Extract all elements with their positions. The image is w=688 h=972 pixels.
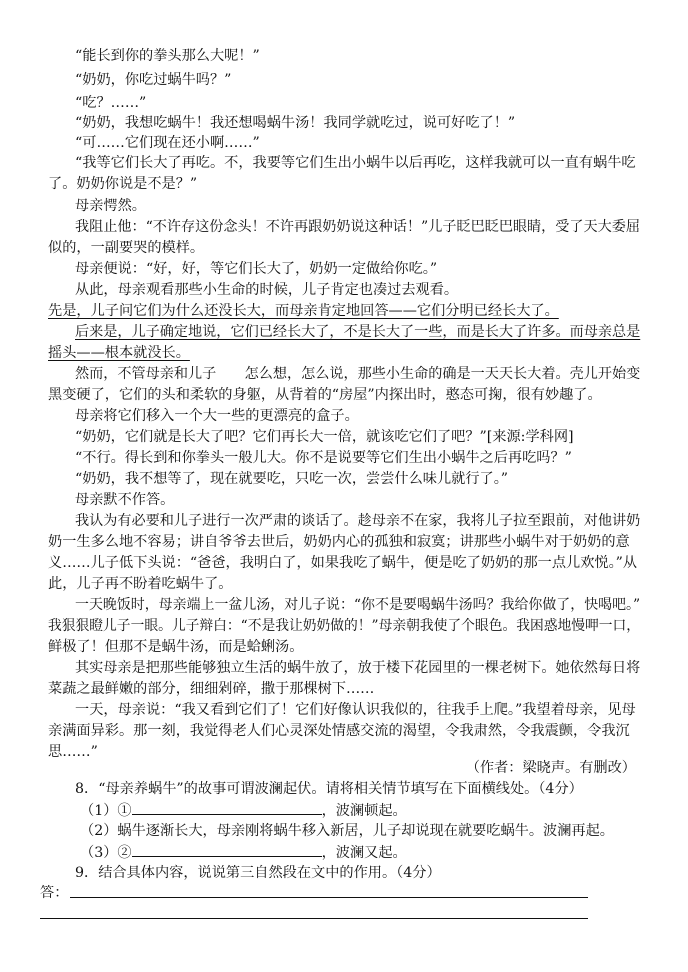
- author-credit: （作者：梁晓声。有删改）: [465, 760, 636, 776]
- story-line: “我等它们长大了再吃。不，我要等它们生出小蜗牛以后再吃，这样我就可以一直有蜗牛吃: [75, 155, 636, 171]
- story-line: 思……”: [48, 744, 98, 760]
- story-line: 此，儿子再不盼着吃蜗牛了。: [48, 576, 233, 592]
- story-line: 似的，一副要哭的模样。: [48, 240, 205, 256]
- question-8-item-2: （2）蜗牛逐渐长大，母亲刚将蜗牛移入新居，儿子却说现在就要吃蜗牛。波澜再起。: [80, 823, 614, 839]
- story-line-underlined: 摇头——根本就没长。: [48, 345, 190, 361]
- story-line: 母亲愕然。: [75, 198, 146, 214]
- story-line: 其实母亲是把那些能够独立生活的蜗牛放了，放于楼下花园里的一棵老树下。她依然每日将: [75, 660, 641, 676]
- story-line: 母亲默不作答。: [75, 492, 175, 508]
- story-line: 黑变硬了，它们的头和柔软的身躯，从背着的“房屋”内探出时，憨态可掬，很有妙趣了。: [48, 387, 602, 403]
- story-line: “奶奶，你吃过蜗牛吗？”: [75, 72, 232, 88]
- item-1-prefix: （1）①: [80, 803, 132, 819]
- story-line: 母亲将它们移入一个大一些的更漂亮的盒子。: [75, 408, 359, 424]
- story-line-underlined: 后来是，儿子确定地说，它们已经长大了，不是长大了一些，而是长大了许多。而母亲总是: [75, 324, 641, 340]
- story-line: “奶奶，我想吃蜗牛！我还想喝蜗牛汤！我同学就吃过，说可好吃了！”: [75, 115, 516, 131]
- item-1-suffix: ，波澜顿起。: [321, 803, 407, 819]
- story-line: 母亲便说：“好，好，等它们长大了，奶奶一定做给你吃。”: [75, 261, 438, 277]
- story-line: 我狠狠瞪儿子一眼。儿子辩白：“不是我让奶奶做的！”母亲朝我使了个眼色。我困惑地慢呷一口，: [48, 618, 641, 634]
- story-line: 亲满面异彩。那一刻，我觉得老人们心灵深处情感交流的渴望，令我肃然，令我震颤，令我沉: [48, 723, 630, 739]
- story-line: 一天，母亲说：“我又看到它们了！它们好像认识我似的，往我手上爬。”我望着母亲，见母: [75, 702, 636, 718]
- answer-label: 答：: [40, 885, 69, 901]
- story-line: 鲜极了！但那不是蜗牛汤，而是蛤蜊汤。: [48, 639, 304, 655]
- story-line: “奶奶，我不想等了，现在就要吃，只吃一次，尝尝什么味儿就行了。”: [75, 471, 509, 487]
- story-line: 一天晚饭时，母亲端上一盆儿汤，对儿子说：“你不是要喝蜗牛汤吗？我给你做了，快喝吧。”: [75, 597, 641, 613]
- answer-blank-1[interactable]: [132, 800, 322, 815]
- story-line: 我认为有必要和儿子进行一次严肃的谈话了。趁母亲不在家，我将儿子拉至跟前，对他讲奶: [75, 513, 641, 529]
- question-8-item-3: [80, 842, 407, 863]
- story-line: 菜蔬之最鲜嫩的部分，细细剁碎，撒于那棵树下……: [48, 681, 375, 697]
- answer-line-1[interactable]: [70, 897, 588, 898]
- story-line: 从此，母亲观看那些小生命的时候，儿子肯定也凑过去观看。: [75, 282, 459, 298]
- story-line: 我阻止他：“不许存这份念头！不许再跟奶奶说这种话！”儿子眨巴眨巴眼睛，受了天大委屈: [75, 219, 640, 235]
- story-line: “可……它们现在还小啊……”: [75, 135, 260, 151]
- story-line: “吃？……”: [75, 95, 147, 111]
- question-9-stem: 9．结合具体内容，说说第三自然段在文中的作用。（4分）: [75, 865, 441, 881]
- story-line: “奶奶，它们就是长大了吧？它们再长大一倍，就该吃它们了吧？”[来源:学科网]: [75, 429, 574, 445]
- story-line: “能长到你的拳头那么大呢！”: [75, 48, 260, 64]
- story-line: “不行。得长到和你拳头一般儿大。你不是说要等它们生出小蜗牛之后再吃吗？”: [75, 450, 572, 466]
- question-8-item-1: [80, 800, 407, 821]
- story-line: 奶一生多么地不容易；讲自爷爷去世后，奶奶内心的孤独和寂寞；讲那些小蜗牛对于奶奶的意: [48, 534, 630, 550]
- item-3-prefix: （3）②: [80, 845, 132, 861]
- story-line-underlined: 先是，儿子问它们为什么还没长大，而母亲肯定地回答——它们分明已经长大了。: [48, 303, 559, 319]
- story-line: 然而，不管母亲和儿子 怎么想，怎么说，那些小生命的确是一天天长大着。壳儿开始变: [75, 366, 641, 382]
- story-line: 了。奶奶你说是不是？”: [48, 176, 198, 192]
- story-line: 义……儿子低下头说：“爸爸，我明白了，如果我吃了蜗牛，便是吃了奶奶的那一点儿欢悦。”从: [48, 555, 638, 571]
- answer-blank-2[interactable]: [132, 842, 322, 857]
- question-8-stem: 8．“母亲养蜗牛”的故事可谓波澜起伏。请将相关情节填写在下面横线处。（4分）: [75, 781, 583, 797]
- answer-line-2[interactable]: [40, 918, 588, 919]
- item-3-suffix: ，波澜又起。: [321, 845, 407, 861]
